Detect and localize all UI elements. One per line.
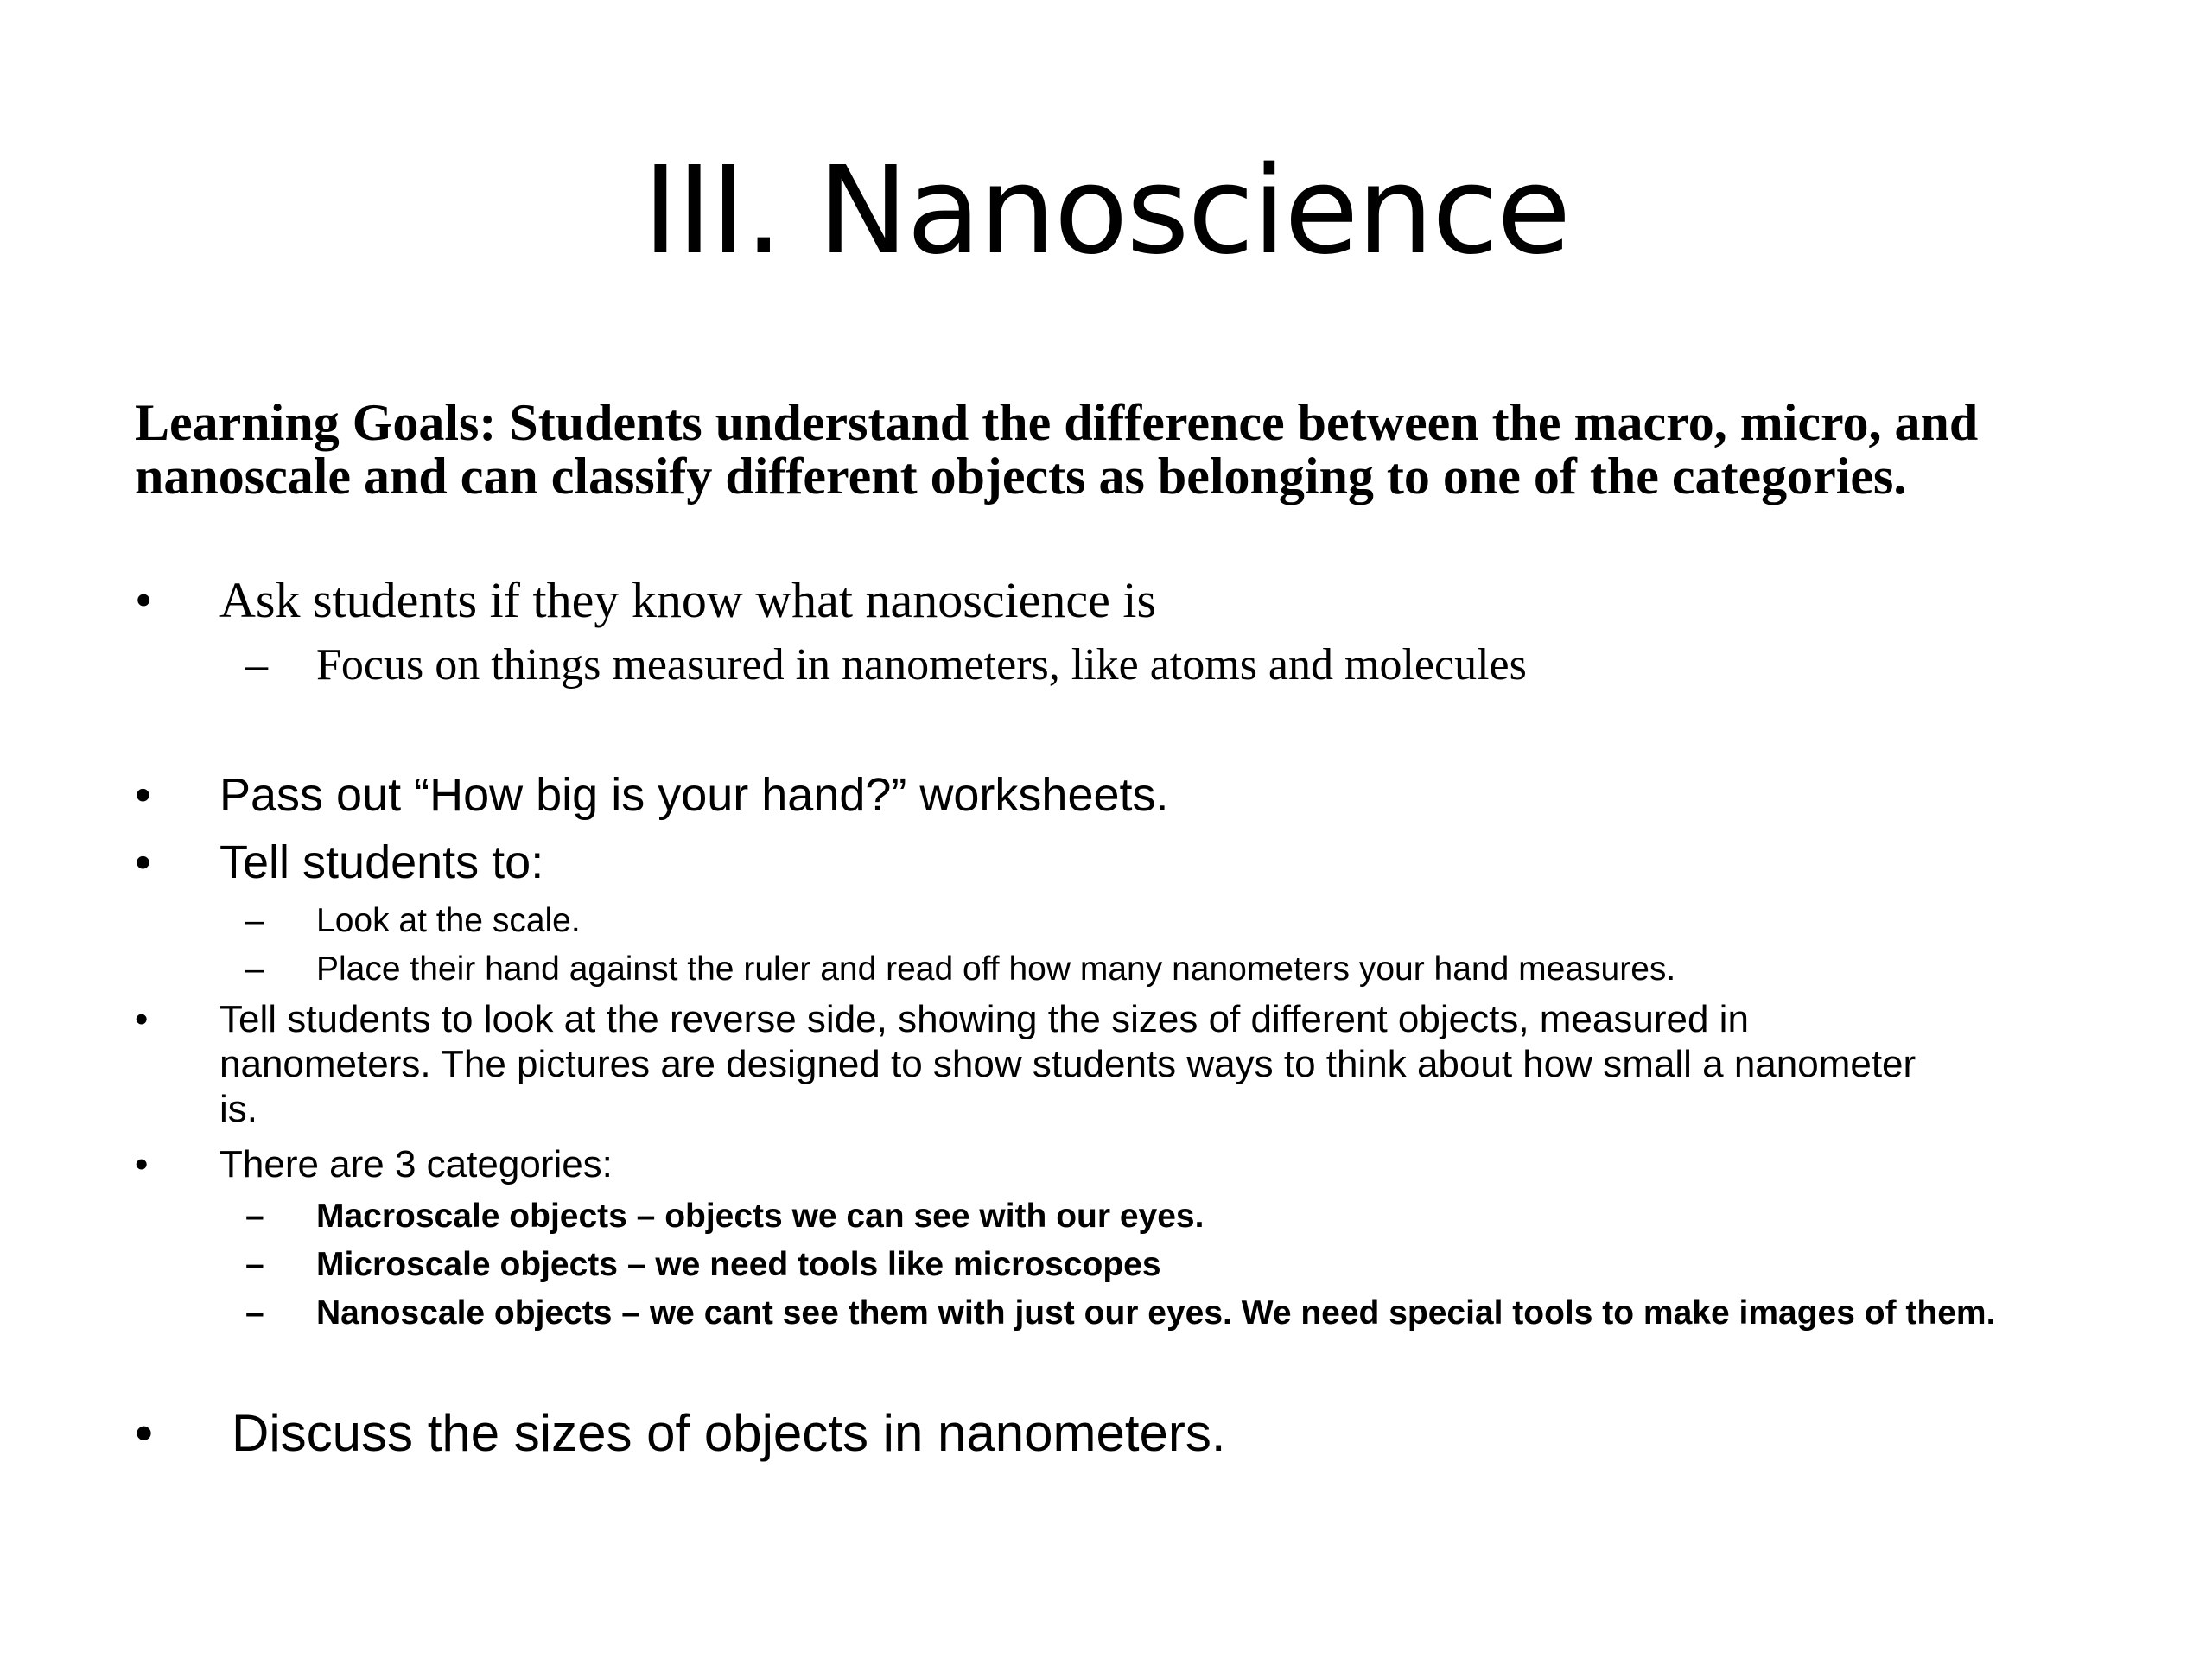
- bullet-text: There are 3 categories:: [219, 1143, 613, 1185]
- sub-item-text: Macroscale objects – objects we can see with our eyes.: [316, 1198, 1205, 1235]
- sub-item-text: Nanoscale objects – we cant see them with just our eyes. We need special tools to make images of them.: [316, 1294, 1996, 1332]
- dash-glyph: –: [245, 950, 264, 988]
- dash-glyph: –: [245, 1198, 264, 1235]
- dash-glyph: –: [245, 640, 268, 690]
- bullet-glyph: •: [135, 1404, 154, 1462]
- bullet-glyph: •: [135, 572, 153, 628]
- bullet-text: Discuss the sizes of objects in nanometers.: [232, 1404, 1226, 1462]
- bullet-text: Ask students if they know what nanoscience is: [219, 572, 1157, 628]
- sub-item-text: Microscale objects – we need tools like microscopes: [316, 1246, 1161, 1283]
- dash-glyph: –: [245, 1294, 264, 1332]
- bullet-text: Tell students to:: [219, 836, 544, 888]
- dash-glyph: –: [245, 1246, 264, 1283]
- bullet-glyph: •: [135, 836, 151, 888]
- sub-item-text: Look at the scale.: [316, 902, 581, 939]
- dash-glyph: –: [245, 902, 264, 939]
- sub-item-text: Place their hand against the ruler and read off how many nanometers your hand measures.: [316, 950, 1676, 988]
- bullet-text: Tell students to look at the reverse side, showing the sizes of different objects, measured in nanometers. The pictures are designed to show students ways to think about how small a nanometer is.: [219, 998, 1916, 1130]
- slide-title: III. Nanoscience: [642, 141, 1570, 282]
- bullet-glyph: •: [135, 998, 149, 1040]
- bullet-text: Pass out “How big is your hand?” worksheets.: [219, 769, 1169, 821]
- bullet-glyph: •: [135, 1143, 149, 1185]
- bullet-glyph: •: [135, 769, 151, 821]
- sub-item-text: Focus on things measured in nanometers, like atoms and molecules: [316, 640, 1527, 690]
- learning-goals: Learning Goals: Students understand the difference between the macro, micro, and nanoscale and can classify different objects as belonging to one of the categories.: [135, 394, 1979, 505]
